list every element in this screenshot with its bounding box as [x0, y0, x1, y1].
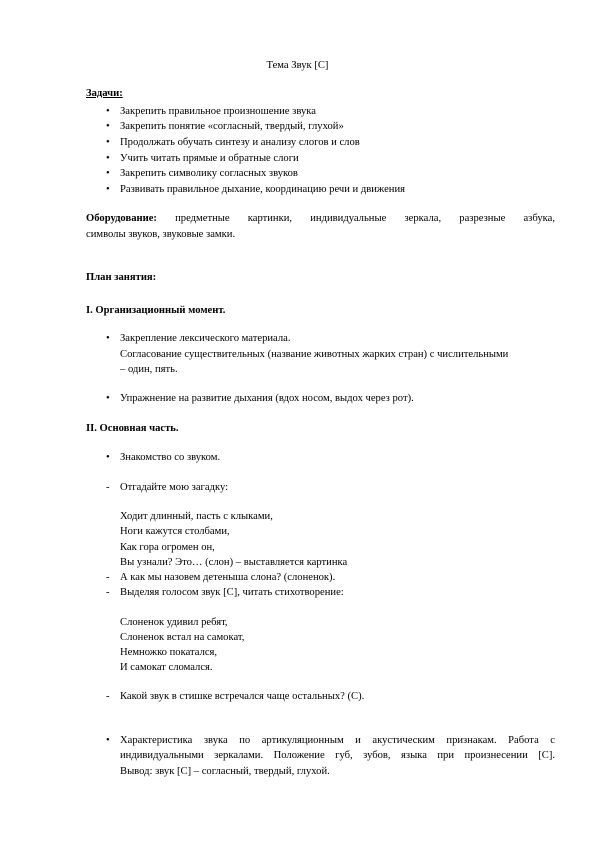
task-item: Развивать правильное дыхание, координацию речи и движения	[120, 184, 406, 195]
section-1-item-cont: – один, пять.	[120, 364, 178, 375]
plan-heading: План занятия:	[86, 272, 157, 283]
characteristic-line-2: индивидуальными зеркалами. Положение губ, зубов, языка при произнесении [С].	[120, 750, 555, 761]
riddle-line: Как гора огромен он,	[120, 542, 215, 553]
bullet-icon: •	[106, 121, 110, 132]
section-2-item: Знакомство со звуком.	[120, 452, 221, 463]
riddle-line: Вы узнали? Это… (слон) – выставляется картинка	[120, 557, 348, 568]
bullet-icon: •	[106, 137, 110, 148]
riddle-intro: Отгадайте мою загадку:	[120, 482, 229, 493]
bullet-icon: •	[106, 452, 110, 463]
equipment-label: Оборудование:	[86, 213, 157, 224]
dash-marker: -	[106, 572, 110, 583]
bullet-icon: •	[106, 184, 110, 195]
section-2-heading: II. Основная часть.	[86, 423, 179, 434]
tasks-heading: Задачи:	[86, 88, 123, 99]
section-1-item: Упражнение на развитие дыхания (вдох носом, выдох через рот).	[120, 393, 414, 404]
task-item: Продолжать обучать синтезу и анализу слогов и слов	[120, 137, 360, 148]
equipment-line-2: символы звуков, звуковые замки.	[86, 229, 236, 240]
dash-marker: -	[106, 691, 110, 702]
section-1-item: Закрепление лексического материала.	[120, 333, 291, 344]
riddle-line: Ходит длинный, пасть с клыками,	[120, 511, 273, 522]
bullet-icon: •	[106, 106, 110, 117]
equipment-line-1	[86, 211, 555, 226]
bullet-icon: •	[106, 168, 110, 179]
characteristic-line-1: Характеристика звука по артикуляционным и акустическим признакам. Работа с	[120, 735, 555, 746]
poem-line: Слоненок встал на самокат,	[120, 632, 245, 643]
bullet-icon: •	[106, 393, 110, 404]
riddle-line: Ноги кажутся столбами,	[120, 526, 230, 537]
section-1-item-cont: Согласование существительных (название животных жарких стран) с числительными	[120, 349, 509, 360]
poem-line: И самокат сломался.	[120, 662, 213, 673]
section-1-heading: I. Организационный момент.	[86, 305, 226, 316]
bullet-icon: •	[106, 735, 110, 746]
equipment-text: предметные картинки, индивидуальные зеркала, разрезные азбука,	[175, 213, 555, 224]
question-baby: А как мы назовем детеныша слона? (слоненок).	[120, 572, 336, 583]
question-sound: Какой звук в стишке встречался чаще остальных? (С).	[120, 691, 365, 702]
bullet-icon: •	[106, 153, 110, 164]
dash-marker: -	[106, 482, 110, 493]
task-item: Закрепить понятие «согласный, твердый, глухой»	[120, 121, 344, 132]
task-item: Закрепить символику согласных звуков	[120, 168, 298, 179]
poem-line: Слоненок удивил ребят,	[120, 617, 228, 628]
question-highlight: Выделяя голосом звук [С], читать стихотворение:	[120, 587, 344, 598]
characteristic-line-3: Вывод: звук [С] – согласный, твердый, глухой.	[120, 766, 330, 777]
bullet-icon: •	[106, 333, 110, 344]
page-title: Тема Звук [С]	[266, 60, 329, 71]
task-item: Учить читать прямые и обратные слоги	[120, 153, 299, 164]
poem-line: Немножко покатался,	[120, 647, 218, 658]
task-item: Закрепить правильное произношение звука	[120, 106, 316, 117]
dash-marker: -	[106, 587, 110, 598]
